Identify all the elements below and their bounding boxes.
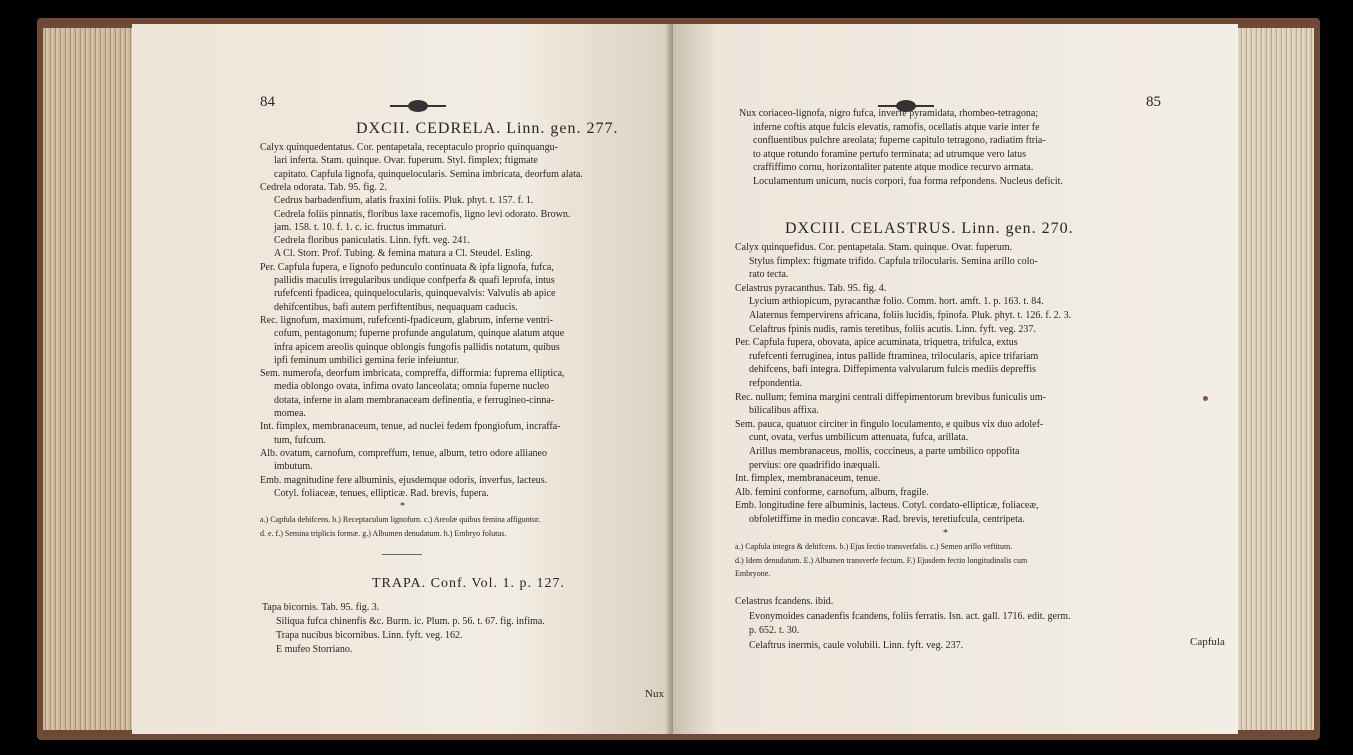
text-line: cunt, ovata, verfus umbilicum attenuata, fufca, arillata. bbox=[749, 432, 969, 444]
text-line: Emb. magnitudine fere albuminis, ejusdemque odoris, inverfus, lacteus. bbox=[260, 474, 548, 486]
text-line: obfoletiffime in medio concavæ. Rad. brevis, teretiufcula, centripeta. bbox=[749, 514, 1025, 525]
text-line: * bbox=[400, 501, 405, 513]
text-line: Loculamentum unicum, nucis corpori, fua forma refpondens. Nucleus deficit. bbox=[753, 175, 1063, 187]
text-line: rufefcenti fpadicea, quinquelocularis, quinquevalvis: Valvulis ab apice bbox=[274, 288, 556, 300]
ink-spot bbox=[1203, 396, 1208, 401]
text-line: Rec. nullum; femina margini centrali diffepimentorum brevibus funiculis um- bbox=[735, 391, 1046, 403]
left-page bbox=[132, 24, 675, 734]
text-line: rufefcenti ferruginea, intus pallide ftraminea, trilocularis, apice trifariam bbox=[749, 350, 1039, 362]
text-line: Sem. pauca, quatuor circiter in fingulo loculamento, e quibus vix duo adolef- bbox=[735, 418, 1044, 430]
text-line: dehifcens, bafi integra. Diffepimenta valvularum fulcis mediis depreffis bbox=[749, 364, 1037, 376]
text-line: Embryone. bbox=[735, 569, 771, 579]
text-line: Trapa nucibus bicornibus. Linn. fyft. veg. 162. bbox=[276, 630, 463, 641]
text-line: Cotyl. foliaceæ, tenues, ellipticæ. Rad. brevis, fupera. bbox=[274, 487, 489, 499]
text-line: craffiffimo cornu, horizontaliter patente atque modice recurvo armata. bbox=[753, 162, 1034, 173]
section-heading-trapa: TRAPA. Conf. Vol. 1. p. 127. bbox=[372, 576, 566, 591]
section-heading: DXCII. CEDRELA. Linn. gen. 277. bbox=[356, 120, 619, 137]
text-line: Alb. ovatum, carnofum, compreffum, tenue, album, tetro odore allianeo bbox=[260, 447, 547, 459]
text-line: Celaftrus fpinis nudis, ramis teretibus, foliis acutis. Linn. fyft. veg. 237. bbox=[749, 323, 1036, 335]
page-number: 84 bbox=[260, 94, 275, 110]
text-line: pervius: ore quadrifido inæquali. bbox=[749, 459, 881, 471]
text-line: Emb. longitudine fere albuminis, lacteus. Cotyl. cordato-ellipticæ, foliaceæ, bbox=[735, 500, 1039, 512]
text-line: lari inferta. Stam. quinque. Ovar. fuperum. Styl. fimplex; ftigmate bbox=[274, 155, 538, 167]
text-line: Siliqua fufca chinenfis &c. Burm. ic. Plum. p. 56. t. 67. fig. infima. bbox=[276, 616, 545, 627]
text-line: pallidis maculis irregularibus undique confperfa & quafi leprofa, intus bbox=[274, 275, 555, 286]
text-line: Lycium æthiopicum, pyracanthæ folio. Comm. hort. amft. 1. p. 163. t. 84. bbox=[749, 296, 1044, 308]
text-line: * bbox=[943, 527, 948, 539]
text-line: Sem. numerofa, deorfum imbricata, compreffa, difformia: fuprema elliptica, bbox=[260, 368, 565, 380]
text-line: p. 652. t. 30. bbox=[749, 625, 800, 636]
text-line: Celaftrus inermis, caule volubili. Linn. fyft. veg. 237. bbox=[749, 639, 964, 651]
section-heading: DXCIII. CELASTRUS. Linn. gen. 270. bbox=[785, 220, 1074, 237]
divider bbox=[382, 554, 422, 555]
text-line: refpondentia. bbox=[749, 378, 803, 389]
text-line: Per. Capfula fupera, e lignofo pedunculo continuata & ipfa lignofa, fufca, bbox=[260, 261, 554, 273]
text-line: d. e. f.) Semina triplicis formæ. g.) Albumen denudatum. h.) Embryo folutus. bbox=[260, 528, 507, 538]
text-line: capitato. Capfula lignofa, quinquelocularis. Semina imbricata, deorfum alata. bbox=[274, 168, 583, 180]
text-line: Celastrus fcandens. ibid. bbox=[735, 596, 834, 607]
text-line: Tapa bicornis. Tab. 95. fig. 3. bbox=[262, 602, 380, 613]
text-line: momea. bbox=[274, 408, 306, 419]
text-line: cofum, pentagonum; fuperne profunde angulatum, quinque alatum atque bbox=[274, 328, 565, 340]
catchword: Nux bbox=[645, 688, 664, 700]
text-line: Nux coriaceo-lignofa, nigro fufca, inverfe pyramidata, rhombeo-tetragona; bbox=[739, 108, 1039, 119]
text-line: Cedrela foliis pinnatis, floribus laxe racemofis, ligno levi odorato. Brown. bbox=[274, 208, 571, 220]
text-line: bilicalibus affixa. bbox=[749, 405, 819, 417]
text-line: Stylus fimplex: ftigmate trifido. Capfula trilocularis. Semina arillo colo- bbox=[749, 255, 1038, 267]
text-line: jam. 158. t. 10. f. 1. c. ic. fructus immaturi. bbox=[274, 221, 447, 233]
text-line: Cedrus barbadenfium, alatis fraxini foliis. Pluk. phyt. t. 157. f. 1. bbox=[274, 195, 534, 207]
page-number: 85 bbox=[1146, 94, 1161, 110]
text-line: a.) Capfula dehifcens. b.) Receptaculum lignofum. c.) Areolæ quibus femina affiguntur. bbox=[260, 515, 541, 525]
ornament-icon bbox=[390, 100, 446, 112]
text-line: A Cl. Storr. Prof. Tubing. & femina matura a Cl. Steudel. Esling. bbox=[274, 248, 533, 260]
text-line: inferne coftis atque fulcis elevatis, ramofis, ocellatis atque varie inter fe bbox=[753, 121, 1040, 133]
text-line: Cedrela odorata. Tab. 95. fig. 2. bbox=[260, 181, 387, 193]
text-line: Cedrela floribus paniculatis. Linn. fyft. veg. 241. bbox=[274, 235, 470, 247]
text-line: dotata, inferne in alam membranaceam definentia, e ferrugineo-cinna- bbox=[274, 394, 555, 406]
catchword: Capfula bbox=[1190, 636, 1225, 648]
text-line: Int. fimplex, membranaceum, tenue, ad nuclei fedem fpongiofum, incraffa- bbox=[260, 421, 561, 433]
text-line: Calyx quinquedentatus. Cor. pentapetala, receptaculo proprio quinquangu- bbox=[260, 142, 558, 153]
text-line: infra apicem areolis quinque oblongis fungofis pallidis notatum, quibus bbox=[274, 341, 560, 353]
text-line: Per. Capfula fupera, obovata, apice acuminata, triquetra, trifulca, extus bbox=[735, 337, 1018, 349]
text-line: a.) Capfula integra & dehifcens. b.) Ejus fectio transverfalis. c.) Semen arillo veftitum. bbox=[735, 542, 1013, 552]
text-line: Calyx quinquefidus. Cor. pentapetala. Stam. quinque. Ovar. fuperum. bbox=[735, 242, 1013, 253]
page-edges-left bbox=[43, 28, 133, 730]
right-page bbox=[673, 24, 1238, 734]
text-line: rato tecta. bbox=[749, 269, 789, 281]
page-edges-right bbox=[1234, 28, 1314, 730]
text-line: tum, fufcum. bbox=[274, 434, 326, 446]
text-line: media oblongo ovata, infima ovato lanceolata; omnia fuperne nucleo bbox=[274, 381, 550, 393]
text-line: dehifcentibus, bafi autem perfiftentibus, nequaquam caducis. bbox=[274, 301, 518, 313]
text-line: ipfi feminum umbilici gemina ferie infeiuntur. bbox=[274, 354, 459, 366]
text-line: confluentibus pulchre areolata; fuperne capitulo tetragono, radiatim ftria- bbox=[753, 135, 1046, 146]
text-line: to atque rotundo foramine pertufo terminata; ad utrumque vero latus bbox=[753, 148, 1026, 160]
text-line: Alaternus fempervirens africana, foliis lucidis, fpinofa. Pluk. phyt. t. 126. f. 2. 3. bbox=[749, 310, 1072, 321]
text-line: Alb. femini conforme, carnofum, album, fragile. bbox=[735, 486, 929, 498]
text-line: Rec. lignofum, maximum, rufefcenti-fpadiceum, glabrum, inferne ventri- bbox=[260, 314, 553, 326]
text-line: imbutum. bbox=[274, 461, 313, 473]
open-book bbox=[37, 18, 1320, 740]
text-line: Evonymoides canadenfis fcandens, foliis ferratis. Isn. act. gall. 1716. edit. germ. bbox=[749, 610, 1071, 622]
text-line: Int. fimplex, membranaceum, tenue. bbox=[735, 473, 881, 485]
text-line: Arillus membranaceus, mollis, coccineus, a parte umbilico oppofita bbox=[749, 446, 1020, 457]
text-line: E mufeo Storriano. bbox=[276, 644, 353, 655]
text-line: Celastrus pyracanthus. Tab. 95. fig. 4. bbox=[735, 282, 887, 294]
text-line: d.) Idem denudatum. E.) Albumen transverfe fectum. F.) Ejusdem fectio longitudinalis cum bbox=[735, 555, 1028, 565]
